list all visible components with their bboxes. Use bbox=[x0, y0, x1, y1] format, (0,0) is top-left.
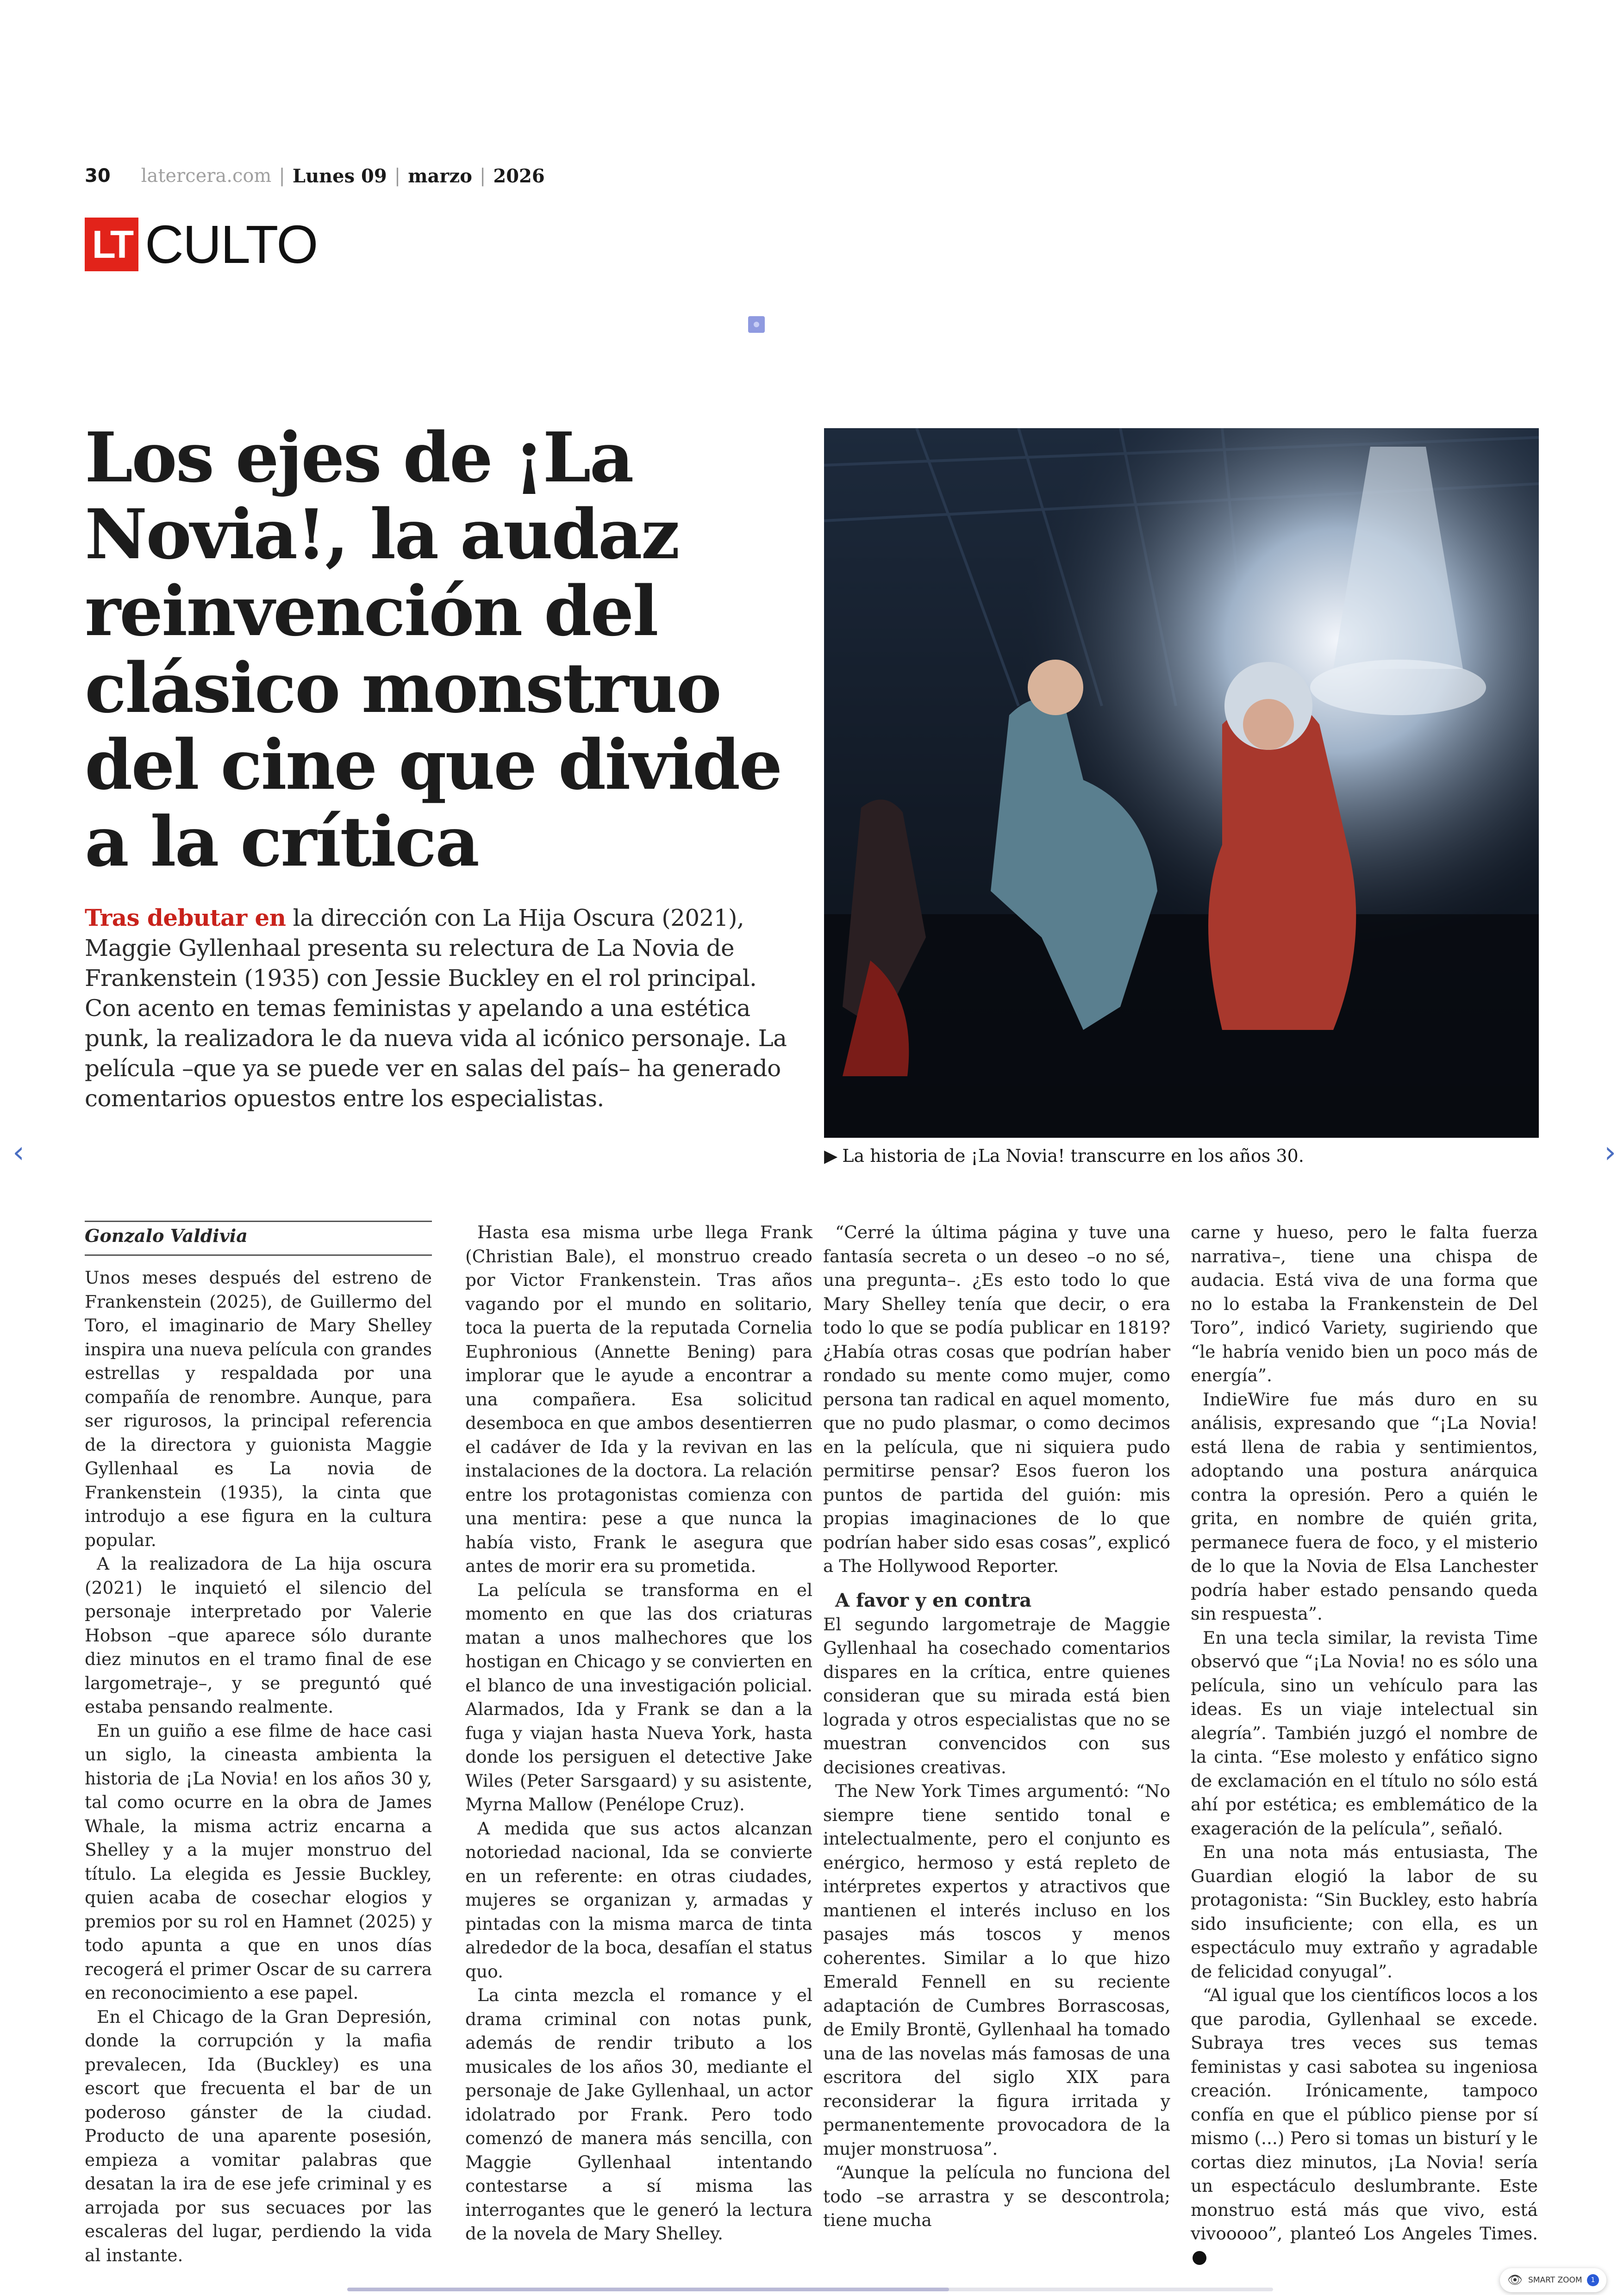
paragraph: A medida que sus actos alcanzan notoriedad nacional, Ida se convierte en un referente: en otras ciudades, mujeres se organizan y, armadas y pintadas con la misma marca de tinta alrededor de la boca, desafían el status quo. bbox=[465, 1818, 812, 1982]
caption-text: La historia de ¡La Novia! transcurre en los años 30. bbox=[842, 1146, 1304, 1166]
chevron-right-icon[interactable]: › bbox=[1604, 1135, 1616, 1170]
paragraph: Unos meses después del estreno de Frankenstein (2025), de Guillermo del Toro, el imaginario de Mary Shelley inspira una nueva película con grandes estrellas y respaldada por una compañía de renombre. Aunque, para ser rigurosos, la principal referencia de la directora y guionista Maggie Gyllenhaal es La novia de Frankenstein (1935), la cinta que introdujo a ese figura en la cultura popular. bbox=[85, 1267, 432, 1550]
lead-highlight: Tras debutar en bbox=[85, 904, 286, 931]
paragraph: La cinta mezcla el romance y el drama criminal con notas punk, además de rendir tributo a los musicales de los años 30, mediante el personaje de Jake Gyllenhaal, un actor idolatrado por Frank. Pero todo comenzó de manera más sencilla, con Maggie Gyllenhaal intentando contestarse a sí misma las interrogantes que le generó la lectura de la novela de Mary Shelley. bbox=[465, 1985, 812, 2244]
page-header bbox=[85, 162, 545, 190]
page-marker-icon[interactable] bbox=[748, 316, 765, 333]
article-photo bbox=[824, 428, 1539, 1138]
end-mark-icon bbox=[1193, 2251, 1206, 2265]
date-month: marzo bbox=[408, 165, 472, 187]
article-column-2 bbox=[465, 1221, 812, 2246]
photo-illustration bbox=[824, 428, 1539, 1138]
paragraph: En una tecla similar, la revista Time observó que “¡La Novia! no es sólo una película, sino un vehículo para las ideas. Es un viaje intelectual sin alegría”. También juzgó el nombre de la cinta. “Ese molesto y enfático signo de exclamación en el título no sólo está ahí por estética; es emblemático de la exageración de la película”, señaló. bbox=[1191, 1627, 1538, 1839]
paragraph: En el Chicago de la Gran Depresión, donde la corrupción y la mafia prevalecen, Ida (Buckley) es una escort que frecuenta el bar de un poderoso gánster de la ciudad. Producto de una aparente posesión, empieza a vomitar palabras que desatan la ira de ese jefe criminal y es arrojada por sus secuaces por las escaleras del lugar, perdiendo la vida al instante. bbox=[85, 2006, 432, 2265]
author-byline: Gonzalo Valdivia bbox=[85, 1221, 432, 1256]
date-day: Lunes 09 bbox=[292, 165, 387, 187]
separator: | bbox=[479, 165, 486, 187]
paragraph: The New York Times argumentó: “No siempre tiene sentido tonal e intelectualmente, pero el conjunto es enérgico, hermoso y está repleto de intérpretes expertos y atractivos que mantienen el interés incluso en los pasajes más toscos y menos coherentes. Similar a lo que hizo Emerald Fennell en su reciente adaptación de Cumbres Borrascosas, de Emily Brontë, Gyllenhaal ha tomado una de las novelas más famosas de una escritora del siglo XIX para reconsiderar la figura irritada y permanentemente provocadora de la mujer monstruosa”. bbox=[823, 1781, 1170, 2159]
article-column-3 bbox=[823, 1221, 1170, 2233]
paragraph: “Aunque la película no funciona del todo –se arrastra y se descontrola; tiene mucha bbox=[823, 2162, 1170, 2230]
section-subhead: A favor y en contra bbox=[835, 1589, 1032, 1611]
closing-text: “Al igual que los científicos locos a los que parodia, Gyllenhaal se excede. Subraya tres veces sus temas feministas y casi sabotea su ingeniosa creación. Irónicamente, tampoco confía en que el público piense por sí mismo (...) Pero si tomas un bisturí y le cortas diez minutos, ¡La Novia! sería un espectáculo deslumbrante. Este monstruo está más que vivo, está vivooooo”, planteó Los Angeles Times. bbox=[1191, 1985, 1538, 2244]
paragraph: Hasta esa misma urbe llega Frank (Christian Bale), el monstruo creado por Victor Frankenstein. Tras años vagando por el mundo en solitario, toca la puerta de la reputada Cornelia Euphronious (Annette Bening) para implorar que le ayude a encontrar a una compañera. Esa solicitud desemboca en que ambos desentierren el cadáver de Ida y la revivan en las instalaciones de la doctora. La relación entre los protagonistas comienza con una mentira: pese a que nunca la había visto, Frank le asegura que antes de morir era su prometida. bbox=[465, 1222, 812, 1576]
smart-zoom-label: SMART ZOOM bbox=[1528, 2276, 1582, 2285]
smart-zoom-button[interactable] bbox=[1500, 2268, 1606, 2292]
paragraph: La película se transforma en el momento en que las dos criaturas matan a unos malhechores que los hostigan en Chicago y se convierten en el blanco de una investigación policial. Alarmados, Ida y Frank se dan a la fuga y viajan hasta Nueva York, hasta donde los persiguen el detective Jake Wiles (Peter Sarsgaard) y su asistente, Myrna Mallow (Penélope Cruz). bbox=[465, 1579, 812, 1815]
site-name: latercera.com bbox=[141, 165, 272, 187]
photo-caption bbox=[824, 1146, 1539, 1166]
date-year: 2026 bbox=[493, 165, 545, 187]
lt-logo: LT bbox=[85, 218, 138, 271]
paragraph: carne y hueso, pero le falta fuerza narrativa–, tiene una chispa de audacia. Está viva de una forma que no lo estaba la Frankenstein de Del Toro”, indicó Variety, sugiriendo que “le habría venido bien un poco más de energía”. bbox=[1191, 1222, 1538, 1385]
eye-icon: 👁 bbox=[1507, 2273, 1523, 2287]
paragraph: IndieWire fue más duro en su análisis, expresando que “¡La Novia! está llena de rabia y sentimientos, adoptando una postura anárquica contra la opresión. Pero a quién le grita, en nombre de quién grita, permanece fuera de foco, y el misterio de lo que la Novia de Elsa Lanchester podría haber estado pensando queda sin respuesta”. bbox=[1191, 1389, 1538, 1624]
paragraph: “Cerré la última página y tuve una fantasía secreta o un deseo –o no sé, una pregunta–. ¿Es esto todo lo que Mary Shelley tenía que decir, o era todo lo que se podía publicar en 1819? ¿Había otras cosas que podrían haber rondado su mente como mujer, como persona tan radical en aquel momento, que no pudo plasmar, o como decimos en la película, que ni siquiera pudo permitirse pensar? Esos fueron los puntos de partida del guión: mis propias imaginaciones de lo que podrían haber sido esas cosas”, explicó a The Hollywood Reporter. bbox=[823, 1222, 1170, 1576]
section-brand bbox=[85, 214, 318, 274]
separator: | bbox=[394, 165, 401, 187]
article-column-4 bbox=[1191, 1221, 1538, 2270]
paragraph: En una nota más entusiasta, The Guardian elogió la labor de su protagonista: “Sin Buckley, esto habría sido insuficiente; con ella, es un espectáculo muy extraño y agradable de felicidad conyugal”. bbox=[1191, 1842, 1538, 1982]
paragraph-last bbox=[1191, 1983, 1538, 2270]
lead-paragraph bbox=[85, 903, 807, 1114]
paragraph: En un guiño a ese filme de hace casi un siglo, la cineasta ambienta la historia de ¡La Novia! en los años 30 y, tal como ocurre en la obra de James Whale, la misma actriz encarna a Shelley y a la mujer monstruo del título. La elegida es Jessie Buckley, quien acaba de cosechar elogios y premios por su rol en Hamnet (2025) y todo apunta a que en unos días recogerá el primer Oscar de su carrera en reconocimiento a ese papel. bbox=[85, 1720, 432, 2003]
caption-triangle-icon: ▶ bbox=[824, 1146, 838, 1166]
horizontal-scrollbar[interactable] bbox=[347, 2288, 1273, 2291]
separator: | bbox=[279, 165, 285, 187]
lead-text: la dirección con La Hija Oscura (2021), Maggie Gyllenhaal presenta su relectura de La Novia de Frankenstein (1935) con Jessie Buckley en el rol principal. Con acento en temas feministas y apelando a una estética punk, la realizadora le da nueva vida al icónico personaje. La película –que ya se puede ver en salas del país– ha generado comentarios opuestos entre los especialistas. bbox=[85, 904, 787, 1112]
article-column-1 bbox=[85, 1221, 432, 2267]
chevron-left-icon[interactable]: ‹ bbox=[12, 1135, 25, 1170]
smart-zoom-count: 1 bbox=[1587, 2274, 1599, 2286]
section-name: CULTO bbox=[145, 214, 318, 274]
paragraph: El segundo largometraje de Maggie Gyllenhaal ha cosechado comentarios dispares en la crítica, entre quienes consideran que su mirada está bien lograda y otros especialistas que no se muestran convencidos con sus decisiones creativas. bbox=[823, 1614, 1170, 1777]
headline: Los ejes de ¡La Novia!, la audaz reinvención del clásico monstruo del cine que divide a la crítica bbox=[85, 417, 781, 882]
paragraph: A la realizadora de La hija oscura (2021) le inquietó el silencio del personaje interpretado por Valerie Hobson –que aparece sólo durante diez minutos en el tramo final de ese largometraje–, y se preguntó qué estaba pensando realmente. bbox=[85, 1553, 432, 1717]
page-number: 30 bbox=[85, 165, 111, 187]
scrollbar-thumb[interactable] bbox=[347, 2288, 949, 2291]
